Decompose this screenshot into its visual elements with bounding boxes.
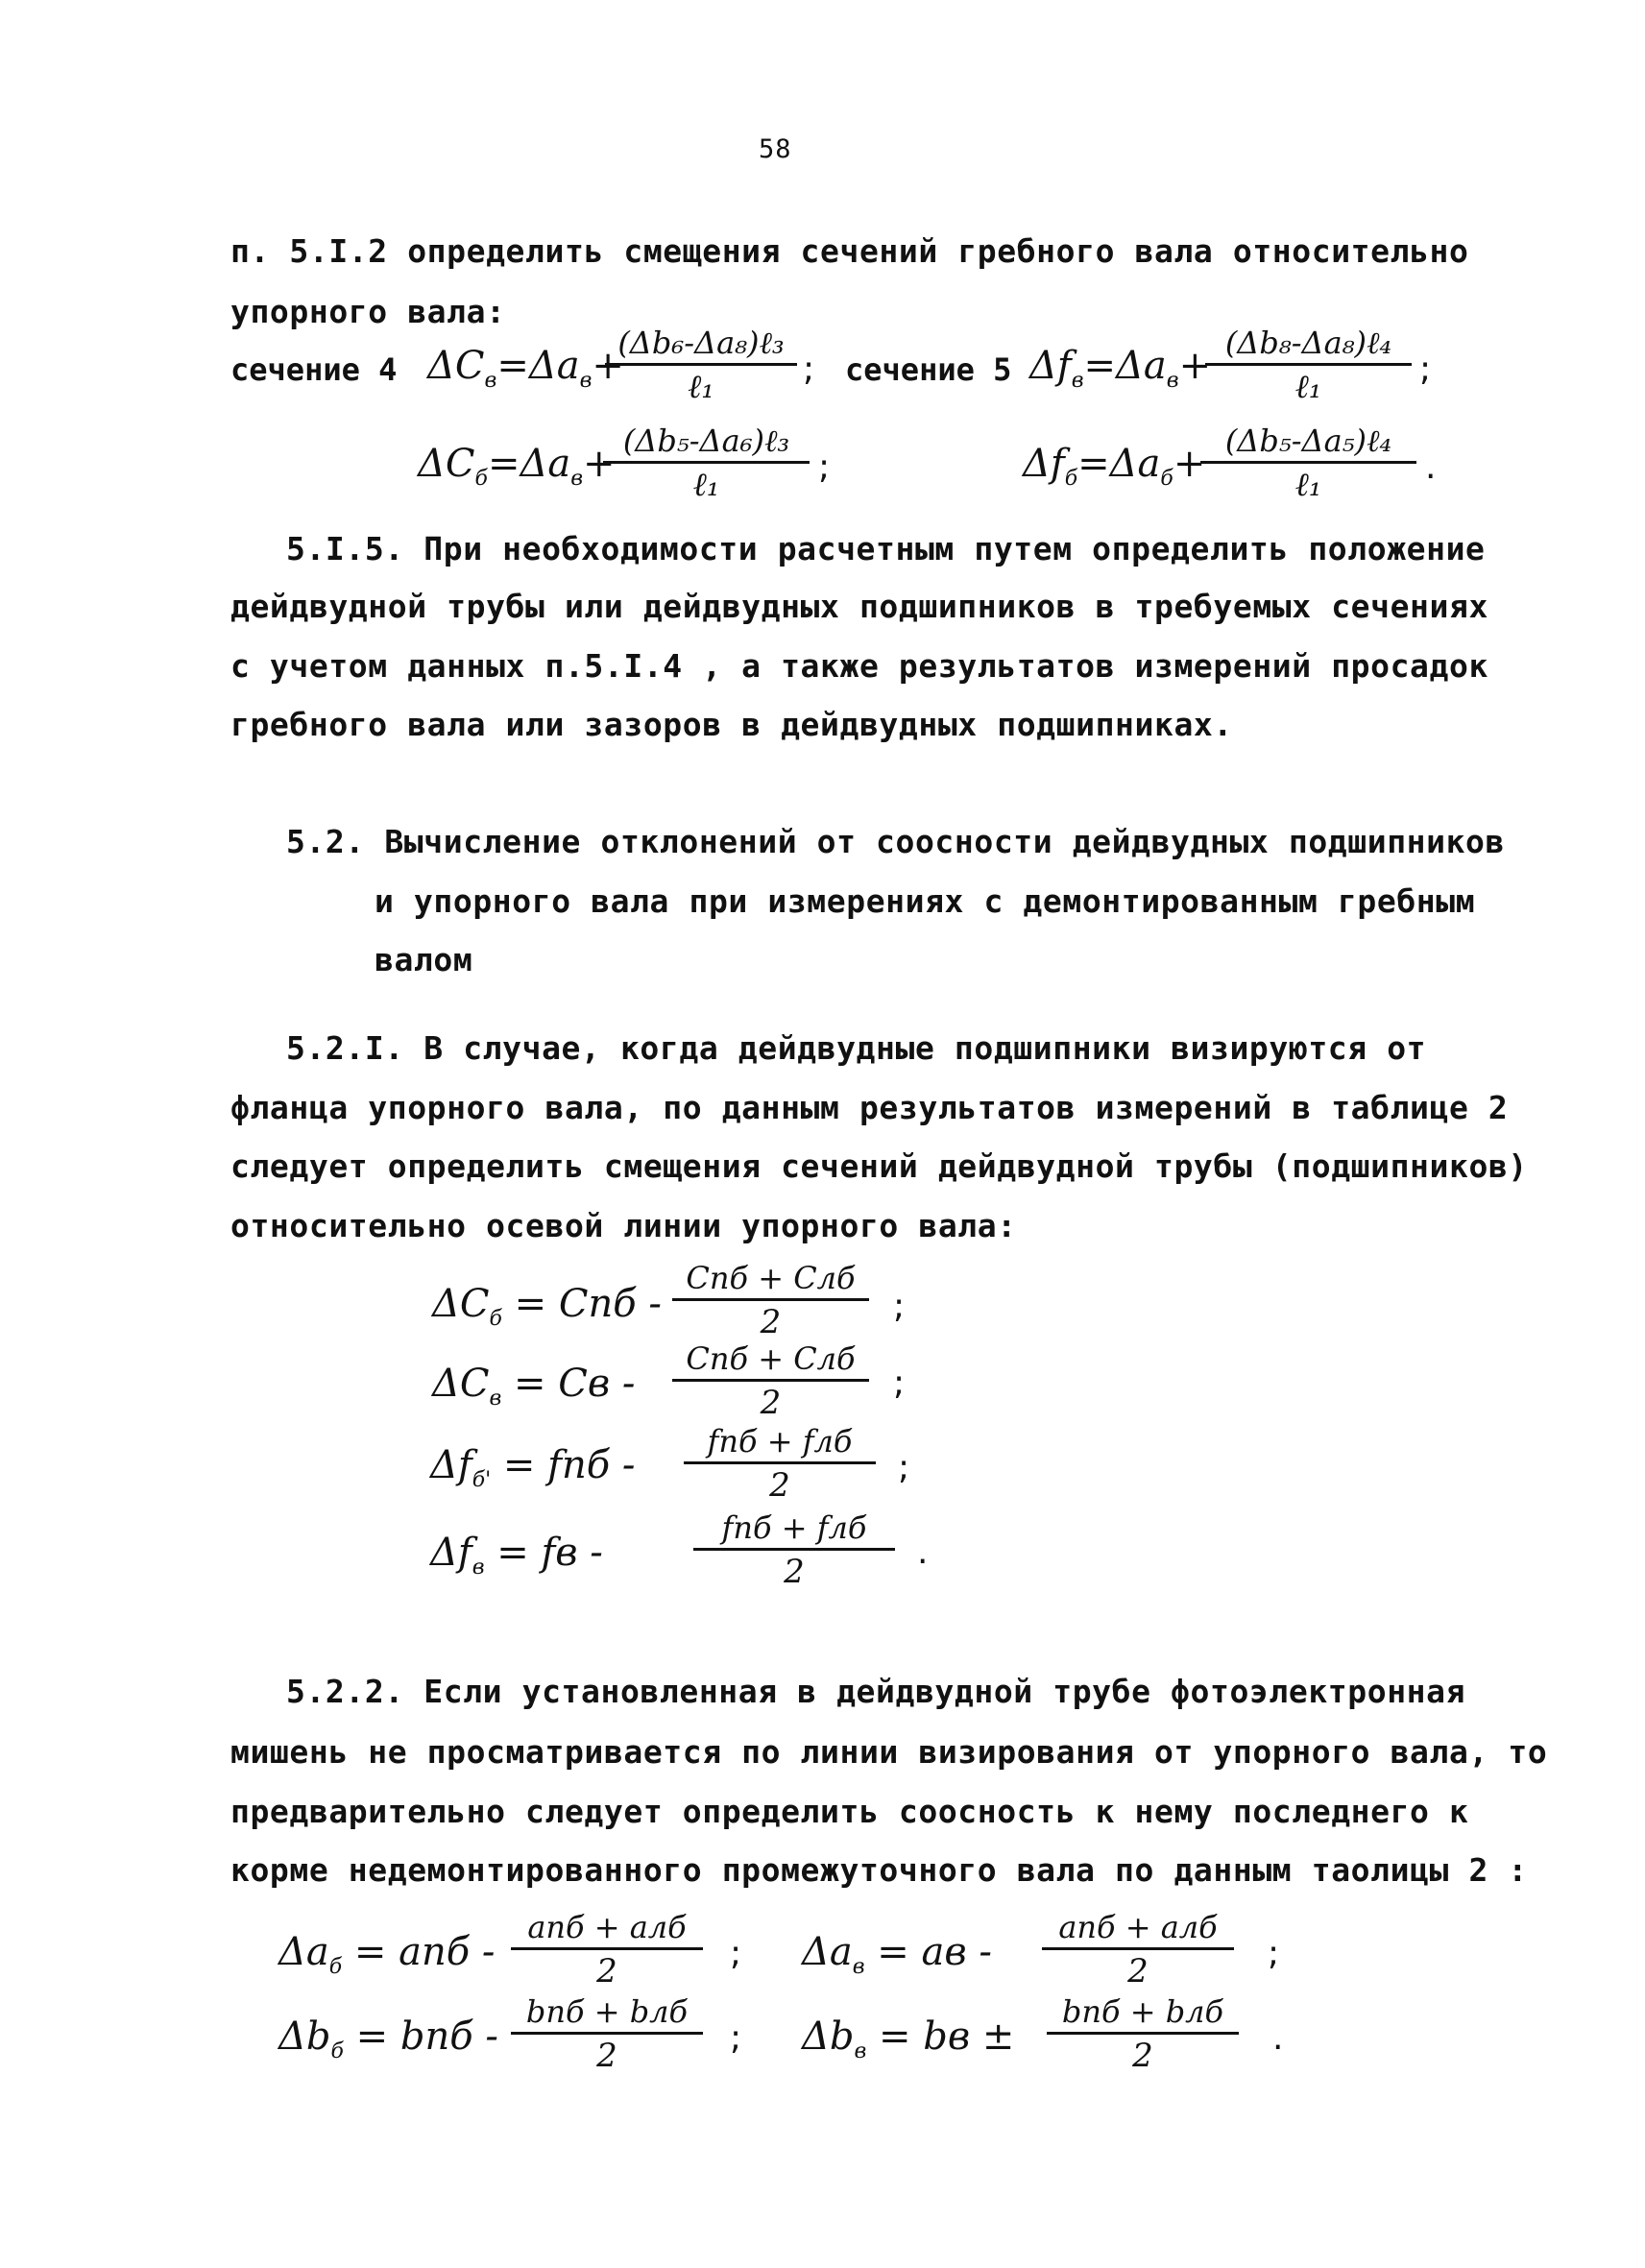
formula-dcb	[418, 442, 616, 491]
semicolon: ;	[1419, 350, 1432, 389]
formula-h2-numerator: aпб + aлб	[1042, 1909, 1234, 1950]
formula-g4-end: .	[917, 1532, 929, 1572]
formula-h1-end: ;	[730, 1934, 742, 1973]
formula-h1-lhs-sub: б	[328, 1955, 343, 1979]
section-522-line-3: предварительно следует определить соосность к нему последнего к	[230, 1793, 1469, 1830]
label-section-5: сечение 5	[845, 351, 1012, 388]
formula-dfv-da-sub: в	[1166, 369, 1179, 393]
formula-h4-denominator: 2	[1132, 2037, 1153, 2075]
formula-h2	[802, 1930, 992, 1979]
formula-h4-lhs-sub: в	[854, 2039, 867, 2063]
formula-dcv-da-sub: в	[579, 369, 593, 393]
formula-dcv-numerator: (Δb₆-Δa₈)ℓ₃	[605, 325, 797, 366]
formula-g4-rhs: = fв -	[496, 1531, 603, 1575]
formula-h3-fraction	[511, 1993, 703, 2075]
formula-h2-fraction	[1042, 1909, 1234, 1991]
formula-g3-denominator: 2	[769, 1466, 790, 1505]
section-522-line-4: корме недемонтированного промежуточного вала по данным таолицы 2 :	[230, 1851, 1528, 1889]
section-522-line-2: мишень не просматривается по линии визирования от упорного вала, то	[230, 1733, 1548, 1771]
formula-h1	[278, 1930, 495, 1979]
formula-g1-end: ;	[893, 1287, 906, 1326]
formula-g2-numerator: Cпб + Cлб	[672, 1340, 869, 1382]
formula-dfv-denominator: ℓ₁	[1294, 368, 1322, 406]
formula-h4-numerator: bпб + bлб	[1047, 1993, 1239, 2035]
formula-g3-lhs-sub: б'	[472, 1468, 492, 1492]
formula-dcb-plus: +	[583, 442, 616, 486]
section-515-line-4: гребного вала или зазоров в дейдвудных подшипниках.	[230, 706, 1233, 743]
formula-h2-rhs: = aв -	[877, 1930, 992, 1974]
formula-dfb-fraction	[1200, 422, 1416, 504]
semicolon: ;	[818, 447, 831, 487]
formula-dfb-da: =Δa	[1077, 442, 1161, 486]
formula-h3-numerator: bпб + bлб	[511, 1993, 703, 2035]
formula-h2-end: ;	[1268, 1934, 1280, 1973]
formula-dcb-lhs: ΔC	[418, 442, 475, 486]
formula-g1-lhs: ΔC	[432, 1282, 490, 1326]
section-522-line-1: 5.2.2. Если установленная в дейдвудной трубе фотоэлектронная	[286, 1673, 1466, 1710]
formula-dcv-lhs-sub: в	[484, 369, 497, 393]
formula-dcv-denominator: ℓ₁	[688, 368, 714, 406]
formula-g2-end: ;	[893, 1363, 906, 1403]
formula-h1-denominator: 2	[596, 1952, 617, 1991]
formula-dfb-plus: +	[1173, 442, 1206, 486]
formula-h3-lhs-sub: б	[330, 2039, 344, 2063]
formula-g3-fraction	[684, 1423, 876, 1505]
formula-g1-numerator: Cпб + Cлб	[672, 1260, 869, 1301]
formula-g2-rhs: = Cв -	[514, 1362, 636, 1406]
formula-dcv-da: =Δa	[496, 344, 580, 388]
formula-dcb-denominator: ℓ₁	[692, 466, 720, 504]
formula-dcv-plus: +	[592, 344, 624, 388]
formula-g1-fraction	[672, 1260, 869, 1341]
formula-dcb-numerator: (Δb₅-Δa₆)ℓ₃	[603, 422, 810, 464]
section-521-line-2: фланца упорного вала, по данным результатов измерений в таблице 2	[230, 1089, 1509, 1126]
formula-dfv-da: =Δa	[1083, 344, 1167, 388]
formula-g2	[432, 1362, 635, 1411]
section-515-line-1: 5.I.5. При необходимости расчетным путем определить положение	[286, 530, 1486, 567]
formula-g2-lhs-sub: в	[489, 1387, 502, 1411]
formula-g2-fraction	[672, 1340, 869, 1422]
formula-dfb-lhs: Δf	[1023, 442, 1065, 486]
formula-h2-lhs-sub: в	[852, 1955, 865, 1979]
section-515-line-2: дейдвудной трубы или дейдвудных подшипников в требуемых сечениях	[230, 588, 1488, 625]
formula-dfv	[1029, 344, 1211, 393]
label-section-4: сечение 4	[230, 351, 398, 388]
formula-dcb-da: =Δa	[487, 442, 571, 486]
formula-dfv-fraction	[1205, 325, 1412, 406]
formula-h3-end: ;	[730, 2018, 742, 2058]
formula-dfb-da-sub: б	[1160, 467, 1173, 491]
formula-dfv-lhs-sub: в	[1071, 369, 1084, 393]
formula-g4-denominator: 2	[784, 1553, 805, 1591]
formula-g3-numerator: fпб + fлб	[684, 1423, 876, 1464]
formula-g4	[430, 1531, 603, 1580]
formula-h1-rhs: = aпб -	[353, 1930, 496, 1974]
section-521-line-3: следует определить смещения сечений дейдвудной трубы (подшипников)	[230, 1147, 1528, 1185]
formula-g4-fraction	[693, 1509, 895, 1591]
section-521-line-4: относительно осевой линии упорного вала:	[230, 1207, 1017, 1244]
formula-h4-end: .	[1272, 2018, 1284, 2058]
formula-g4-lhs: Δf	[430, 1531, 472, 1575]
semicolon: ;	[803, 350, 815, 389]
formula-g2-denominator: 2	[760, 1384, 782, 1422]
formula-dfb-numerator: (Δb₅-Δa₅)ℓ₄	[1200, 422, 1416, 464]
formula-h1-numerator: aпб + aлб	[511, 1909, 703, 1950]
formula-h2-lhs: Δa	[802, 1930, 853, 1974]
section-515-line-3: с учетом данных п.5.I.4 , а также результатов измерений просадок	[230, 647, 1488, 685]
formula-h4-lhs: Δb	[802, 2015, 855, 2059]
formula-g2-lhs: ΔC	[432, 1362, 490, 1406]
formula-g3-end: ;	[898, 1448, 910, 1487]
section-521-line-1: 5.2.I. В случае, когда дейдвудные подшипники визируются от	[286, 1029, 1427, 1067]
formula-dfb	[1023, 442, 1205, 491]
formula-dcb-fraction	[603, 422, 810, 504]
formula-g1-lhs-sub: б	[489, 1307, 502, 1331]
formula-h3-rhs: = bпб -	[355, 2015, 498, 2059]
section-512-line-2: упорного вала:	[230, 293, 506, 330]
formula-g4-lhs-sub: в	[472, 1556, 485, 1580]
formula-h1-fraction	[511, 1909, 703, 1991]
formula-h3-lhs: Δb	[278, 2015, 331, 2059]
formula-dcb-da-sub: в	[570, 467, 583, 491]
formula-dfb-lhs-sub: б	[1064, 467, 1078, 491]
section-52-heading-line-3: валом	[375, 941, 473, 978]
formula-dcb-lhs-sub: б	[474, 467, 488, 491]
formula-g3-rhs: = fпб -	[502, 1443, 636, 1487]
formula-h3	[278, 2015, 498, 2063]
formula-g1	[432, 1282, 662, 1331]
formula-g3-lhs: Δf	[430, 1443, 472, 1487]
formula-dfv-numerator: (Δb₈-Δa₈)ℓ₄	[1205, 325, 1412, 366]
formula-g1-rhs: = Cпб -	[514, 1282, 662, 1326]
formula-dfb-denominator: ℓ₁	[1294, 466, 1322, 504]
formula-dfv-plus: +	[1178, 344, 1212, 388]
formula-h2-denominator: 2	[1127, 1952, 1149, 1991]
period: .	[1425, 447, 1437, 487]
formula-dcv-lhs: ΔC	[427, 344, 485, 388]
formula-h1-lhs: Δa	[278, 1930, 329, 1974]
formula-g4-numerator: fпб + fлб	[693, 1509, 895, 1551]
section-52-heading-line-2: и упорного вала при измерениях с демонтированным гребным	[375, 882, 1476, 920]
formula-h4-rhs: = bв ±	[879, 2015, 1015, 2059]
formula-h3-denominator: 2	[596, 2037, 617, 2075]
formula-h4	[802, 2015, 1014, 2063]
formula-dcv-fraction	[605, 325, 797, 406]
page-number: 58	[759, 134, 792, 164]
formula-g1-denominator: 2	[760, 1303, 782, 1341]
section-52-heading-line-1: 5.2. Вычисление отклонений от соосности дейдвудных подшипников	[286, 823, 1505, 860]
formula-dfv-lhs: Δf	[1029, 344, 1072, 388]
formula-g3	[430, 1443, 635, 1492]
formula-dcv	[427, 344, 624, 393]
formula-h4-fraction	[1047, 1993, 1239, 2075]
section-512-line-1: п. 5.I.2 определить смещения сечений гребного вала относительно	[230, 232, 1469, 270]
